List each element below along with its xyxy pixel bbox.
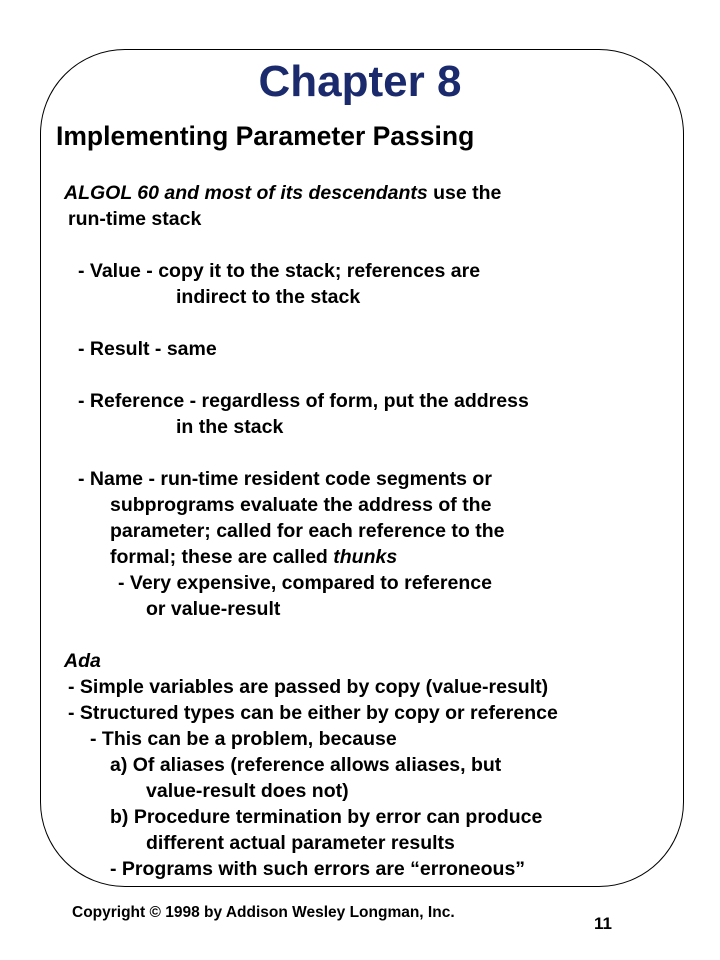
body-line: run-time stack <box>68 208 202 230</box>
body-line: different actual parameter results <box>146 832 455 854</box>
slide-title: Chapter 8 <box>258 57 462 106</box>
slide-subtitle: Implementing Parameter Passing <box>56 121 475 151</box>
italic-text: ALGOL 60 and most of its descendants <box>64 182 428 204</box>
body-line: - Name - run-time resident code segments or <box>78 468 492 490</box>
body-line <box>64 180 501 206</box>
body-line <box>110 544 397 570</box>
body-line: - Simple variables are passed by copy (value-result) <box>68 676 549 698</box>
body-line: - Result - same <box>78 338 217 360</box>
body-line: Ada <box>64 650 101 672</box>
body-line: - Structured types can be either by copy or reference <box>68 702 558 724</box>
body-line: - Reference - regardless of form, put the address <box>78 390 529 412</box>
body-line: - Programs with such errors are “erroneous” <box>110 858 526 880</box>
body-line: - This can be a problem, because <box>90 728 397 750</box>
body-line: indirect to the stack <box>176 286 361 308</box>
text: formal; these are called <box>110 546 334 568</box>
body-line: or value-result <box>146 598 281 620</box>
page-number: 11 <box>594 914 612 933</box>
italic-text: thunks <box>333 546 398 568</box>
body-line: - Value - copy it to the stack; references are <box>78 260 481 282</box>
body-line: a) Of aliases (reference allows aliases, but <box>110 754 502 776</box>
text: use the <box>427 182 502 204</box>
body-line: parameter; called for each reference to the <box>110 520 505 542</box>
copyright-notice: Copyright © 1998 by Addison Wesley Longman, Inc. <box>72 904 455 921</box>
body-line: in the stack <box>176 416 284 438</box>
body-line: value-result does not) <box>146 780 349 802</box>
body-line: - Very expensive, compared to reference <box>118 572 492 594</box>
body-line: b) Procedure termination by error can produce <box>110 806 543 828</box>
body-line: subprograms evaluate the address of the <box>110 494 492 516</box>
